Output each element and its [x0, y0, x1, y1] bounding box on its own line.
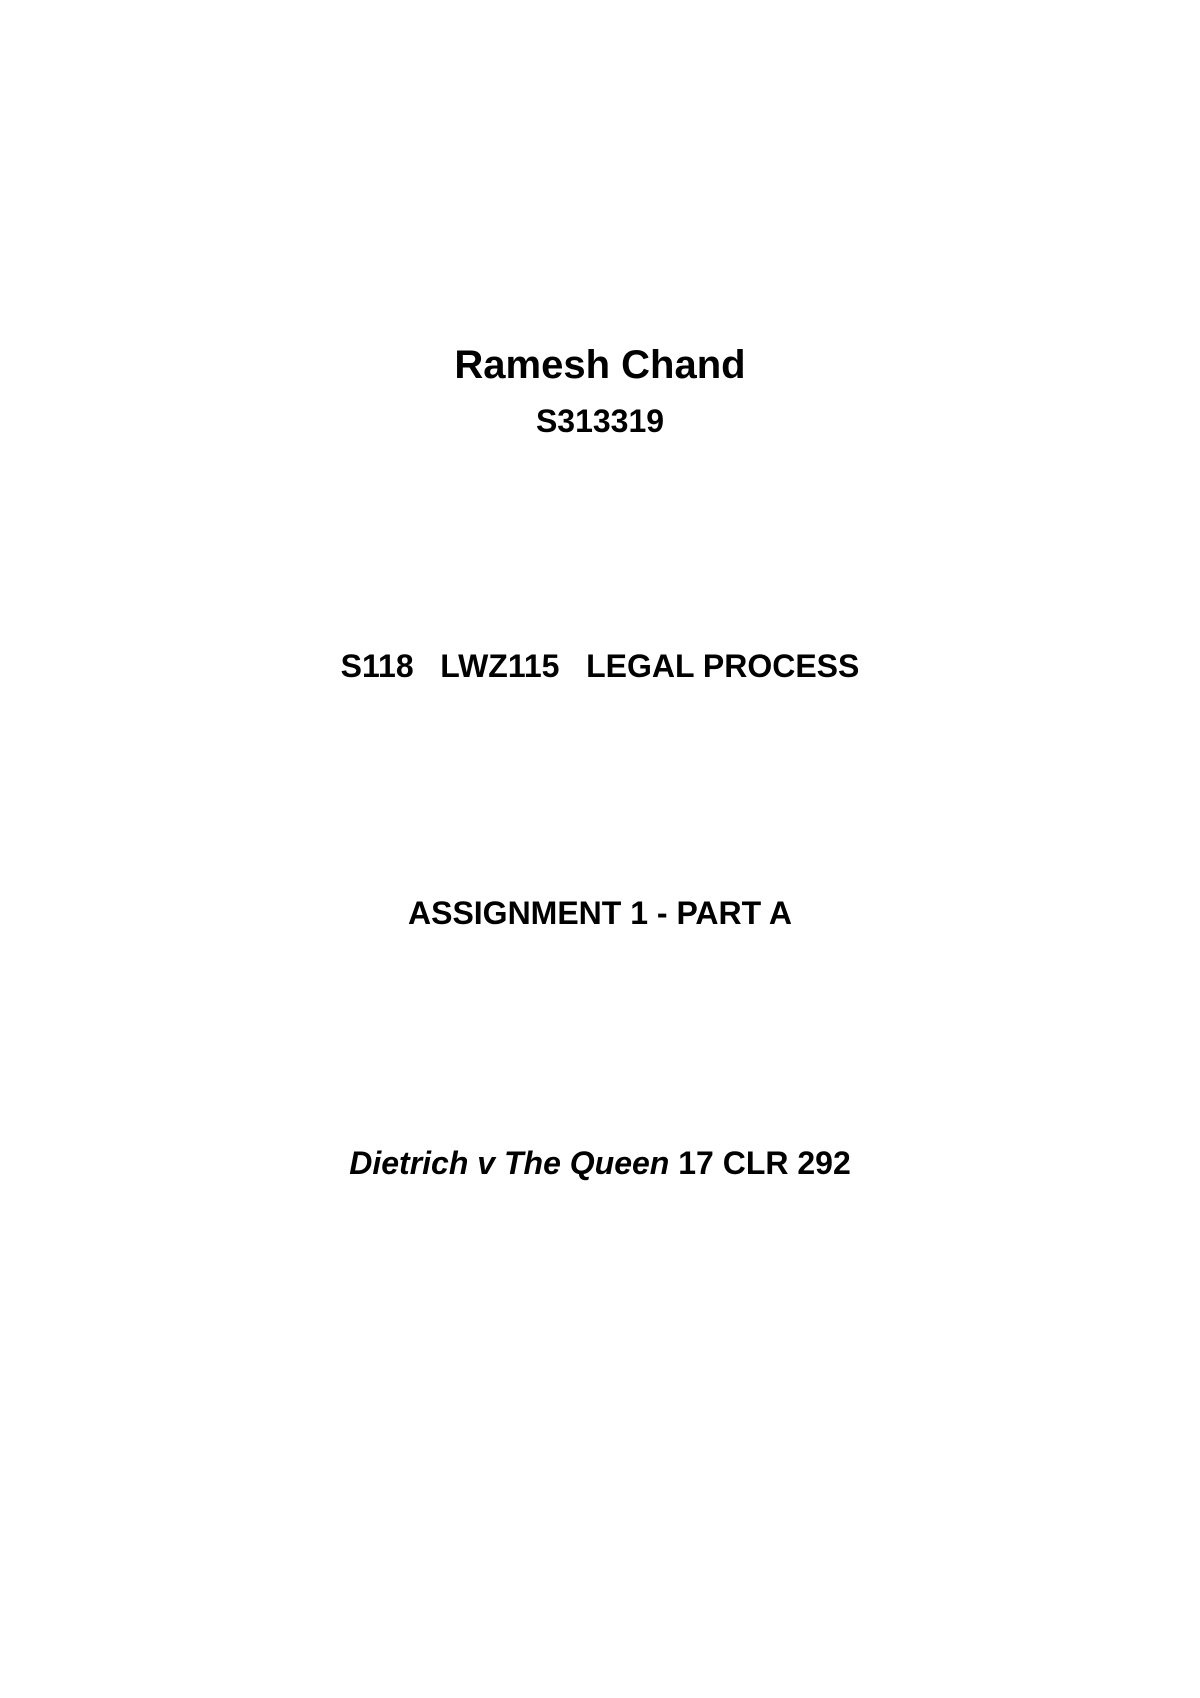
- case-citation-line: [0, 1147, 1200, 1179]
- student-id: S313319: [535, 403, 665, 439]
- case-citation: 17 CLR 292: [669, 1145, 851, 1181]
- author-name: Ramesh Chand: [454, 343, 746, 387]
- case-name: Dietrich v The Queen: [349, 1145, 670, 1181]
- assignment-title: ASSIGNMENT 1 - PART A: [407, 895, 792, 931]
- course-title: S118 LWZ115 LEGAL PROCESS: [340, 648, 860, 684]
